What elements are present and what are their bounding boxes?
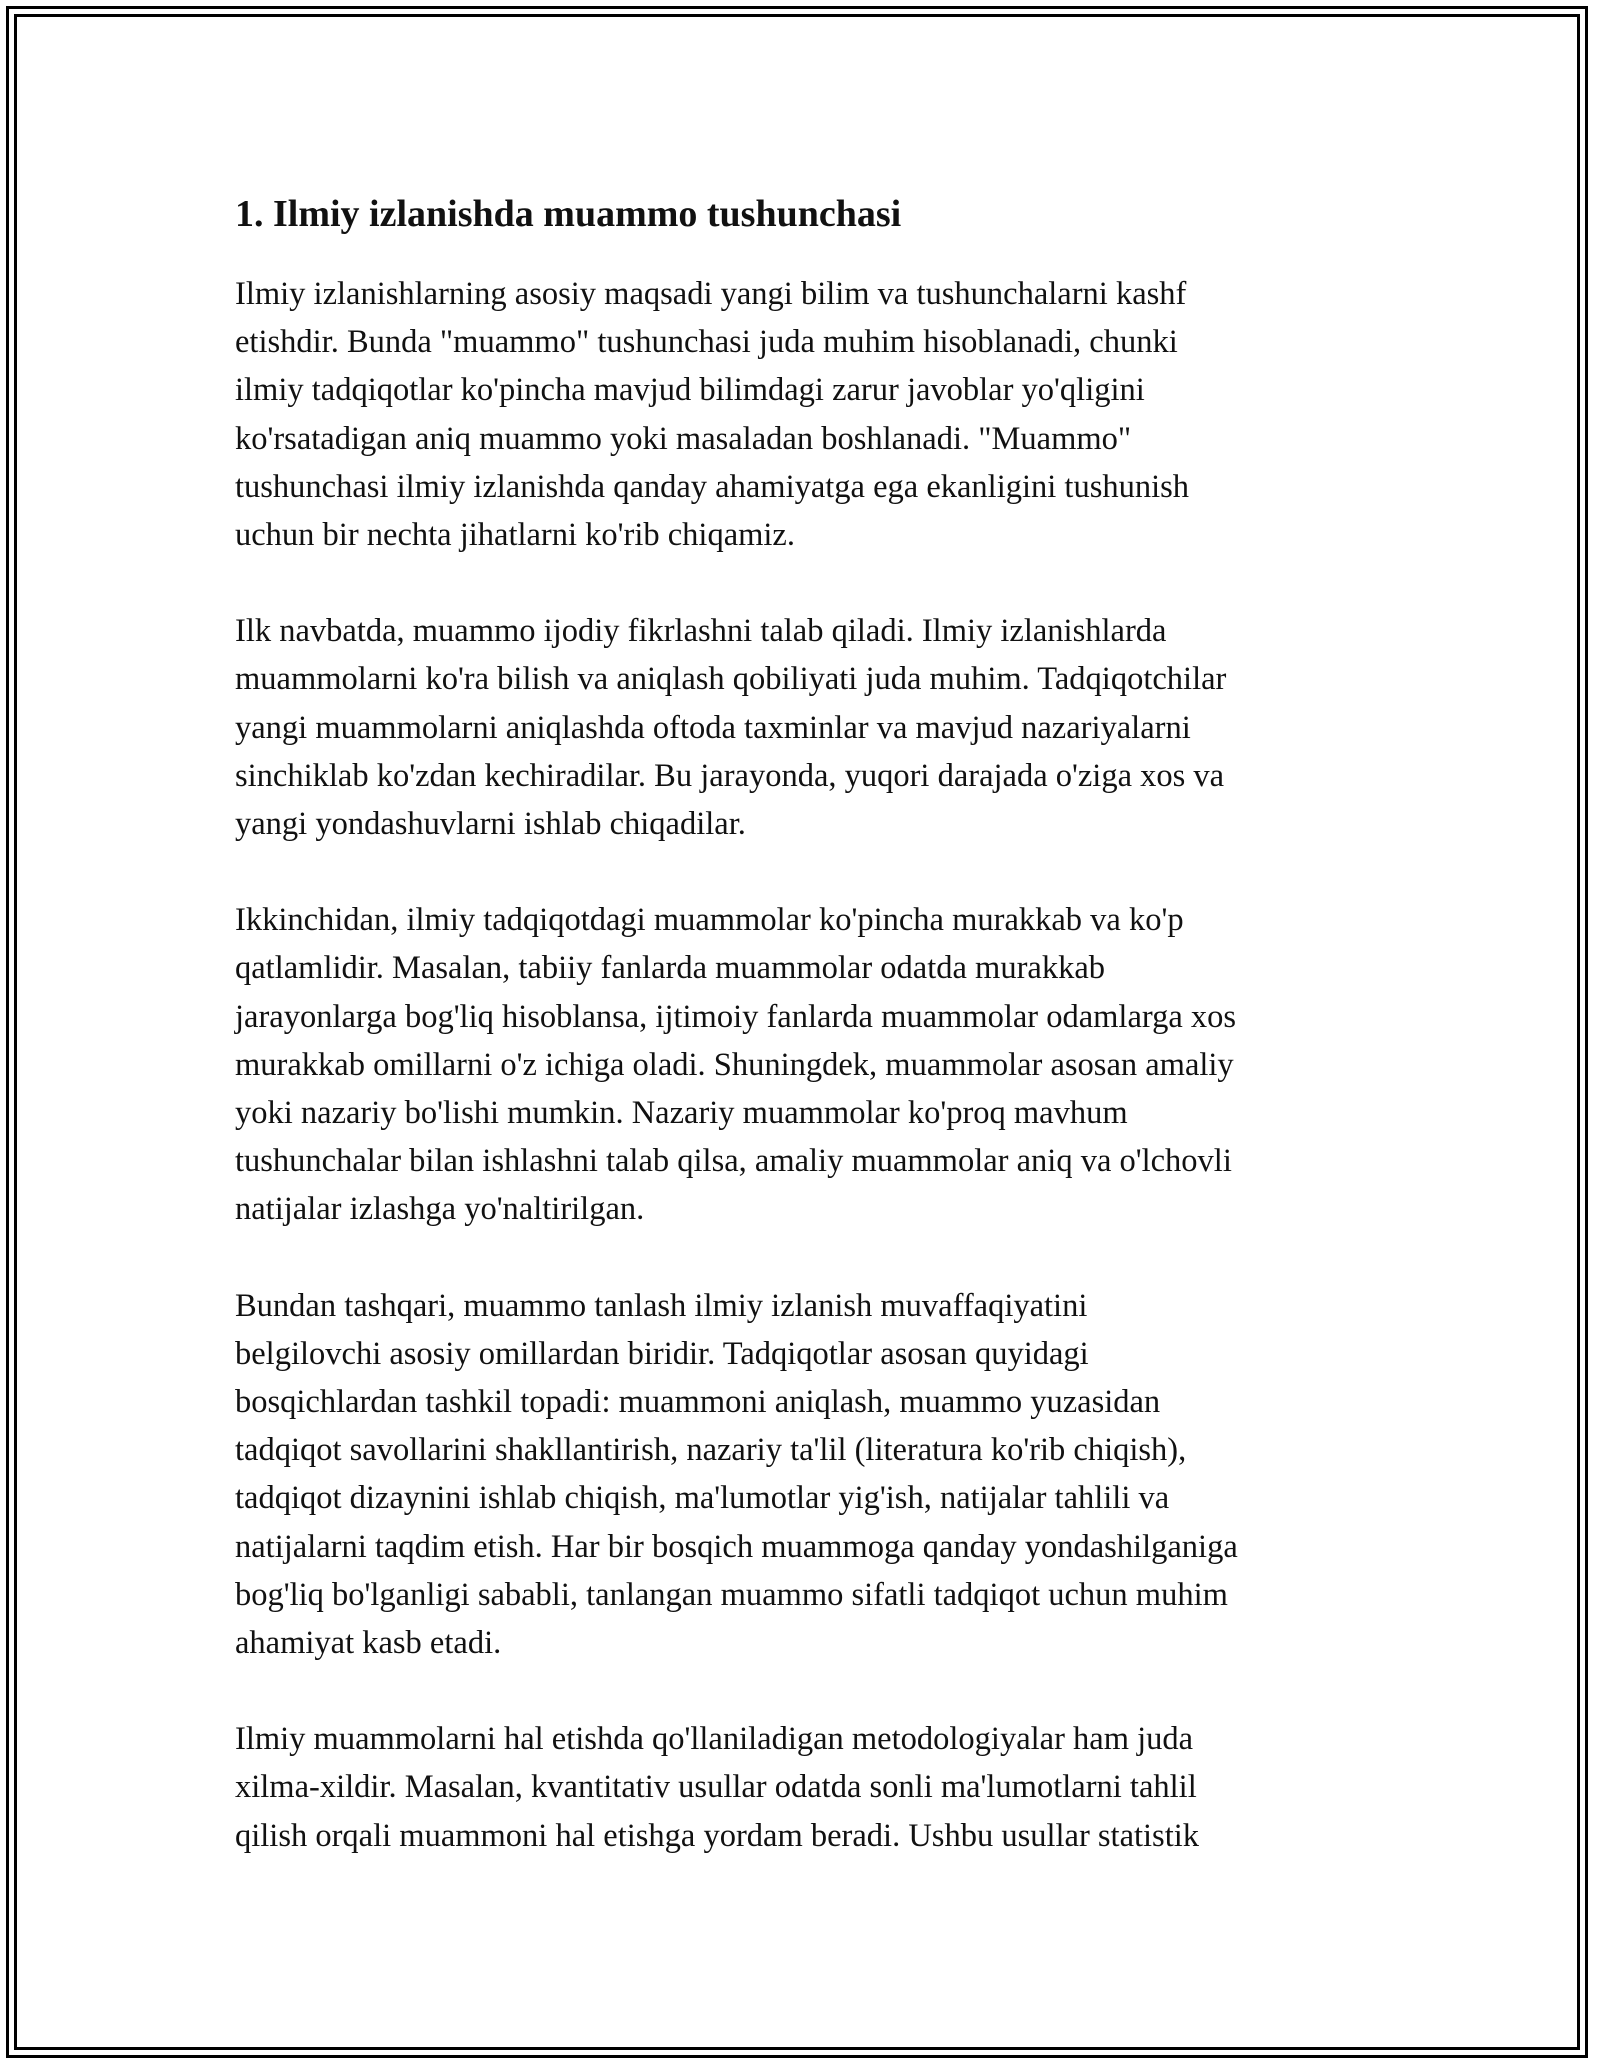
text-line: qilish orqali muammoni hal etishga yordam beradi. Ushbu usullar statistik <box>235 1817 1200 1854</box>
text-line: Bundan tashqari, muammo tanlash ilmiy izlanish muvaffaqiyatini <box>235 1287 1088 1324</box>
text-line: sinchiklab ko'zdan kechiradilar. Bu jarayonda, yuqori darajada o'ziga xos va <box>235 757 1225 794</box>
text-line: bosqichlardan tashkil topadi: muammoni aniqlash, muammo yuzasidan <box>235 1384 1161 1421</box>
text-line: ko'rsatadigan aniq muammo yoki masaladan boshlanadi. "Muammo" <box>235 420 1132 457</box>
text-line: tushunchasi ilmiy izlanishda qanday ahamiyatga ega ekanligini tushunish <box>235 468 1190 505</box>
text-line: tadqiqot dizaynini ishlab chiqish, ma'lumotlar yig'ish, natijalar tahlili va <box>235 1480 1170 1517</box>
paragraph-3 <box>235 896 1375 1233</box>
text-line: tadqiqot savollarini shakllantirish, nazariy ta'lil (literatura ko'rib chiqish), <box>235 1432 1187 1469</box>
text-line: Ilmiy izlanishlarning asosiy maqsadi yangi bilim va tushunchalarni kashf <box>235 276 1187 312</box>
text-line: yoki nazariy bo'lishi mumkin. Nazariy muammolar ko'proq mavhum <box>235 1095 1128 1132</box>
text-line: tushunchalar bilan ishlashni talab qilsa, amaliy muammolar aniq va o'lchovli <box>235 1143 1232 1180</box>
text-line: jarayonlarga bog'liq hisoblansa, ijtimoiy fanlarda muammolar odamlarga xos <box>235 998 1237 1035</box>
text-line: ahamiyat kasb etadi. <box>235 1625 502 1662</box>
text-line: yangi muammolarni aniqlashda oftoda taxminlar va mavjud nazariyalarni <box>235 709 1191 746</box>
paragraph-1 <box>235 270 1375 559</box>
text-line: belgilovchi asosiy omillardan biridir. Tadqiqotlar asosan quyidagi <box>235 1335 1089 1372</box>
text-line: xilma-xildir. Masalan, kvantitativ usullar odatda sonli ma'lumotlarni tahlil <box>235 1769 1197 1806</box>
text-line: natijalar izlashga yo'naltirilgan. <box>235 1191 645 1228</box>
paragraph-2 <box>235 607 1375 848</box>
text-line: qatlamlidir. Masalan, tabiiy fanlarda muammolar odatda murakkab <box>235 950 1105 987</box>
document-body <box>235 188 1375 1908</box>
text-line: Ilk navbatda, muammo ijodiy fikrlashni talab qiladi. Ilmiy izlanishlarda <box>235 613 1167 650</box>
text-line: ilmiy tadqiqotlar ko'pincha mavjud bilimdagi zarur javoblar yo'qligini <box>235 372 1145 409</box>
text-line: Ikkinchidan, ilmiy tadqiqotdagi muammolar ko'pincha murakkab va ko'p <box>235 902 1184 939</box>
text-line: muammolarni ko'ra bilish va aniqlash qobiliyati juda muhim. Tadqiqotchilar <box>235 661 1227 698</box>
text-line: yangi yondashuvlarni ishlab chiqadilar. <box>235 806 746 843</box>
text-line: uchun bir nechta jihatlarni ko'rib chiqamiz. <box>235 517 795 554</box>
text-line: etishdir. Bunda "muammo" tushunchasi juda muhim hisoblanadi, chunki <box>235 324 1178 361</box>
section-heading: 1. Ilmiy izlanishda muammo tushunchasi <box>235 193 902 235</box>
text-line: murakkab omillarni o'z ichiga oladi. Shuningdek, muammolar asosan amaliy <box>235 1046 1234 1083</box>
text-line: bog'liq bo'lganligi sababli, tanlangan muammo sifatli tadqiqot uchun muhim <box>235 1576 1228 1613</box>
text-line: Ilmiy muammolarni hal etishda qo'llaniladigan metodologiyalar ham juda <box>235 1721 1194 1758</box>
text-line: natijalarni taqdim etish. Har bir bosqich muammoga qanday yondashilganiga <box>235 1528 1238 1565</box>
paragraph-4 <box>235 1282 1375 1668</box>
paragraph-5 <box>235 1715 1375 1860</box>
